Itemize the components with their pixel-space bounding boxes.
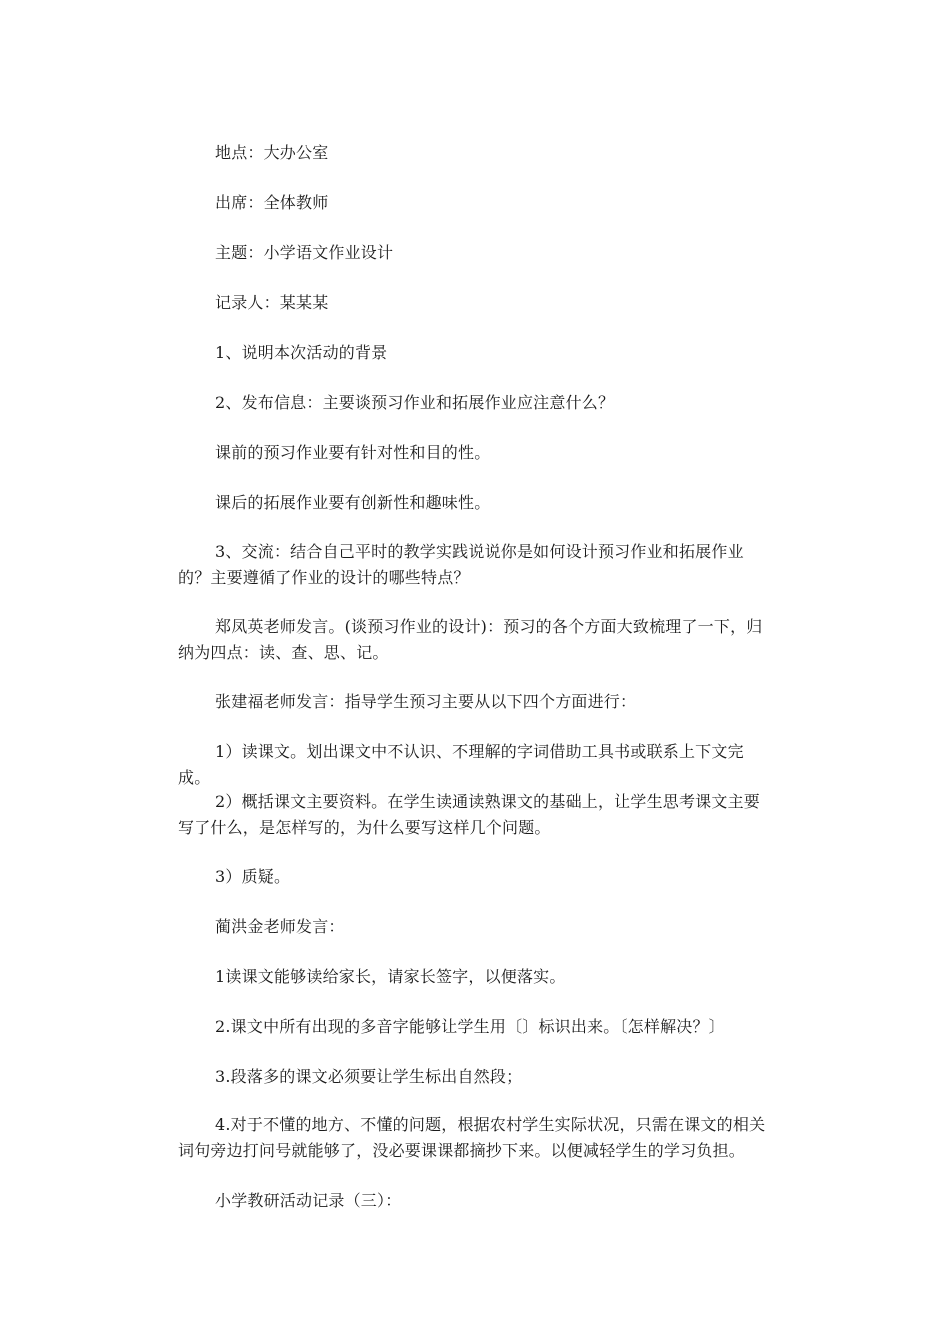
attendees-line: 出席：全体教师 [215,193,329,212]
recorder-line: 记录人：某某某 [215,293,329,312]
speaker-zheng: 郑凤英老师发言。(谈预习作业的设计)：预习的各个方面大致梳理了一下，归纳为四点：读、查、思、记。 [178,617,763,662]
zhang-point-3: 3）质疑。 [215,867,291,886]
item-2: 2、发布信息：主要谈预习作业和拓展作业应注意什么？ [215,393,615,412]
speaker-zhang: 张建福老师发言：指导学生预习主要从以下四个方面进行： [215,692,637,711]
zhang-point-2: 2）概括课文主要资料。在学生读通读熟课文的基础上，让学生思考课文主要写了什么，是怎样写的，为什么要写这样几个问题。 [178,792,760,837]
lin-point-1: 1读课文能够读给家长，请家长签字，以便落实。 [215,967,566,986]
lin-point-3: 3.段落多的课文必须要让学生标出自然段； [215,1067,523,1086]
item-1: 1、说明本次活动的背景 [215,343,388,362]
item-3: 3、交流：结合自己平时的教学实践说说你是如何设计预习作业和拓展作业的？主要遵循了作业的设计的哪些特点？ [178,542,744,587]
section-heading-three: 小学教研活动记录（三）： [215,1191,402,1210]
extension-homework-note: 课后的拓展作业要有创新性和趣味性。 [215,493,491,512]
location-line: 地点：大办公室 [215,143,329,162]
topic-line: 主题：小学语文作业设计 [215,243,394,262]
zhang-point-1: 1）读课文。划出课文中不认识、不理解的字词借助工具书或联系上下文完成。 [178,742,744,787]
preview-homework-note: 课前的预习作业要有针对性和目的性。 [215,443,491,462]
lin-point-2: 2.课文中所有出现的多音字能够让学生用〔〕标识出来。〔怎样解决？〕 [215,1017,725,1036]
lin-point-4: 4.对于不懂的地方、不懂的问题，根据农村学生实际状况，只需在课文的相关词句旁边打问号就能够了，没必要课课都摘抄下来。以便减轻学生的学习负担。 [178,1115,766,1160]
speaker-lin: 蔺洪金老师发言： [215,917,345,936]
